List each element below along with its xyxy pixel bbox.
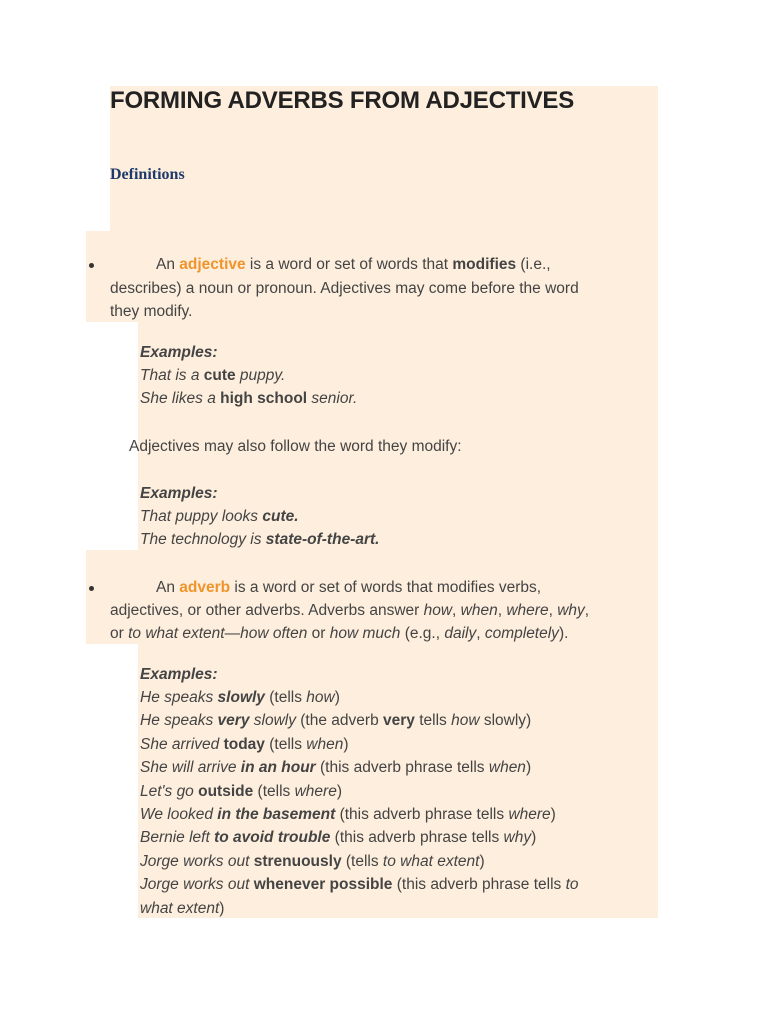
adverb-example-9-cont: what extent)	[140, 900, 225, 917]
adverb-line-2: adjectives, or other adverbs. Adverbs answer how, when, where, why,	[110, 602, 590, 619]
page-title: FORMING ADVERBS FROM ADJECTIVES	[110, 87, 575, 114]
adverb-example-4: She will arrive in an hour (this adverb phrase tells when)	[140, 759, 532, 776]
adverb-example-8: Jorge works out strenuously (tells to what extent)	[140, 853, 485, 870]
adjective-example-2: She likes a high school senior.	[140, 390, 358, 407]
adjective-example-4: The technology is state-of-the-art.	[140, 531, 380, 548]
adjective-line-1: An adjective is a word or set of words that modifies (i.e.,	[156, 256, 551, 273]
adjective-example-1: That is a cute puppy.	[140, 367, 286, 384]
adverb-example-7: Bernie left to avoid trouble (this adverb phrase tells why)	[140, 829, 537, 846]
definitions-heading: Definitions	[110, 166, 185, 183]
adverb-example-3: She arrived today (tells when)	[140, 736, 349, 753]
adjective-examples-label: Examples:	[140, 344, 218, 361]
adverb-line-3: or to what extent—how often or how much (e.g., daily, completely).	[110, 625, 569, 642]
adjective-line-3: they modify.	[110, 303, 193, 320]
term-adverb: adverb	[179, 579, 231, 596]
adverb-line-1: An adverb is a word or set of words that modifies verbs,	[156, 579, 542, 596]
term-adjective: adjective	[179, 256, 246, 273]
adjective-follow-text: Adjectives may also follow the word they modify:	[129, 438, 462, 455]
bullet-adjective	[89, 263, 94, 268]
adverb-example-1: He speaks slowly (tells how)	[140, 689, 340, 706]
adjective-example-3: That puppy looks cute.	[140, 508, 299, 525]
adjective-examples-label-2: Examples:	[140, 485, 218, 502]
adverb-example-6: We looked in the basement (this adverb phrase tells where)	[140, 806, 556, 823]
adverb-example-5: Let's go outside (tells where)	[140, 783, 342, 800]
adverb-examples-label: Examples:	[140, 666, 218, 683]
adjective-line-2: describes) a noun or pronoun. Adjectives may come before the word	[110, 280, 579, 297]
adverb-example-2: He speaks very slowly (the adverb very tells how slowly)	[140, 712, 532, 729]
bullet-adverb	[89, 586, 94, 591]
adverb-example-9: Jorge works out whenever possible (this adverb phrase tells to	[140, 876, 579, 893]
